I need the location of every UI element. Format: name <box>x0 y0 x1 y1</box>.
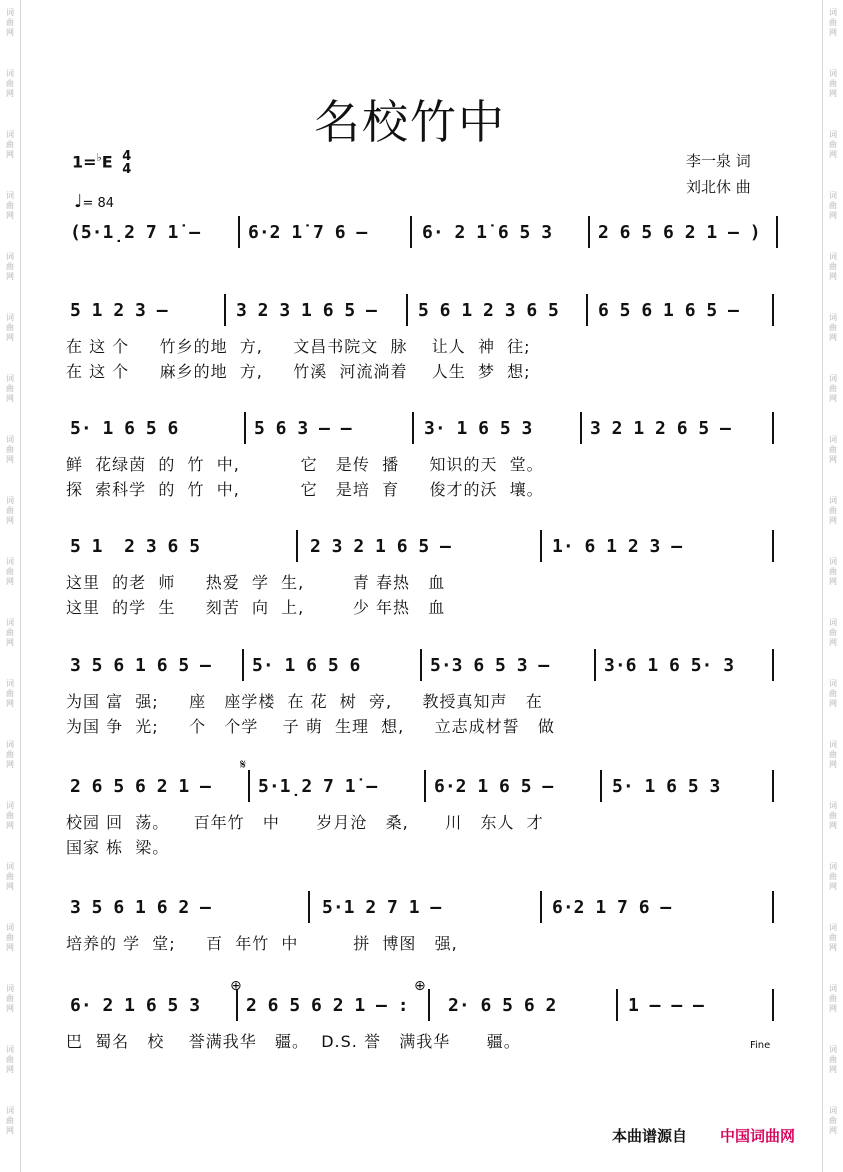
source-label: 本曲谱源自 <box>612 1127 688 1145</box>
quarter-note-icon: ♩ <box>74 191 83 212</box>
watermark-text: 词 曲 网 <box>6 923 14 952</box>
measure: 6·2 1 6 5 — <box>434 776 554 797</box>
measure: 5· 1 6 5 6 <box>70 418 179 439</box>
barline <box>410 216 412 248</box>
barline <box>244 412 246 444</box>
measure: 3 5 6 1 6 2 — <box>70 897 211 918</box>
barline <box>772 989 774 1021</box>
watermark-text: 词 曲 网 <box>6 984 14 1013</box>
watermark-text: 词 曲 网 <box>829 313 837 342</box>
page-title: 名校竹中 <box>314 95 506 149</box>
time-bottom: 4 <box>122 162 132 177</box>
right-watermark-strip <box>822 0 843 1172</box>
key-note: E <box>101 152 113 172</box>
fine-marker: Fine <box>750 1040 771 1051</box>
watermark-text: 词 曲 网 <box>6 1045 14 1074</box>
barline <box>580 412 582 444</box>
barline <box>594 649 596 681</box>
watermark-text: 词 曲 网 <box>6 69 14 98</box>
watermark-text: 词 曲 网 <box>829 740 837 769</box>
measure: 3· 1 6 5 3 <box>424 418 533 439</box>
coda-sign-1: ⊕ <box>230 978 242 994</box>
lyric-line: 为国 争 光; 个 个学 子 萌 生理 想, 立志成材誓 做 <box>66 717 555 736</box>
barline <box>406 294 408 326</box>
key-prefix: 1= <box>72 152 97 172</box>
key-signature <box>72 150 131 176</box>
barline <box>296 530 298 562</box>
lyricist-credit: 李一泉 词 <box>686 152 751 170</box>
measure: 5· 1 6 5 6 <box>252 655 361 676</box>
barline <box>776 216 778 248</box>
watermark-text: 词 曲 网 <box>6 801 14 830</box>
measure: 5 6 1 2 3 6 5 <box>418 300 559 321</box>
watermark-text: 词 曲 网 <box>829 1106 837 1135</box>
lyric-line: 在 这 个 麻乡的地 方, 竹溪 河流淌着 人生 梦 想; <box>66 362 531 381</box>
watermark-text: 词 曲 网 <box>829 435 837 464</box>
barline <box>772 891 774 923</box>
lyric-line: 这里 的老 师 热爱 学 生, 青 春热 血 <box>66 573 446 592</box>
measure: 6· 2 1̇ 6 5 3 <box>422 222 553 243</box>
watermark-text: 词 曲 网 <box>6 8 14 37</box>
lyric-line: 为国 富 强; 座 座学楼 在 花 树 旁, 教授真知声 在 <box>66 692 543 711</box>
left-watermark-strip <box>0 0 21 1172</box>
watermark-text: 词 曲 网 <box>6 740 14 769</box>
lyric-line: 培养的 学 堂; 百 年竹 中 拼 博图 强, <box>66 934 458 953</box>
watermark-text: 词 曲 网 <box>829 801 837 830</box>
measure: 5· 1 6 5 3 <box>612 776 721 797</box>
measure: 2 6 5 6 2 1 — <box>70 776 211 797</box>
barline <box>586 294 588 326</box>
measure: 5·3 6 5 3 — <box>430 655 550 676</box>
measure: 3 2 3 1 6 5 — <box>236 300 377 321</box>
measure: 6·2 1 7 6 — <box>552 897 672 918</box>
lyric-line: 巴 蜀名 校 誉满我华 疆。 D.S. 誉 满我华 疆。 <box>66 1032 521 1051</box>
barline <box>308 891 310 923</box>
measure: 3 2 1 2 6 5 — <box>590 418 731 439</box>
lyric-line: 在 这 个 竹乡的地 方, 文昌书院文 脉 让人 神 往; <box>66 337 531 356</box>
segno-sign: 𝄋 <box>240 757 247 773</box>
watermark-text: 词 曲 网 <box>829 679 837 708</box>
watermark-text: 词 曲 网 <box>829 374 837 403</box>
composer-credit: 刘北休 曲 <box>686 178 751 196</box>
barline <box>540 891 542 923</box>
measure: 5·1̣2 7 1̇ — <box>258 776 378 797</box>
watermark-text: 词 曲 网 <box>829 130 837 159</box>
measure: 2· 6 5 6 2 <box>448 995 557 1016</box>
watermark-text: 词 曲 网 <box>829 69 837 98</box>
watermark-text: 词 曲 网 <box>829 923 837 952</box>
flat-sign: ♭ <box>96 151 102 165</box>
measure: 3·6 1 6 5· 3 <box>604 655 735 676</box>
measure: 2 3 2 1 6 5 — <box>310 536 451 557</box>
barline <box>616 989 618 1021</box>
measure: 1 — — — <box>628 995 704 1016</box>
barline <box>248 770 250 802</box>
lyric-line: 鲜 花绿茵 的 竹 中, 它 是传 播 知识的天 堂。 <box>66 455 544 474</box>
measure: (5·1̣2 7 1̇ — <box>70 222 201 243</box>
watermark-text: 词 曲 网 <box>829 618 837 647</box>
watermark-text: 词 曲 网 <box>6 130 14 159</box>
watermark-text: 词 曲 网 <box>829 862 837 891</box>
watermark-text: 词 曲 网 <box>6 679 14 708</box>
measure: 6·2 1̇ 7 6 — <box>248 222 368 243</box>
barline <box>224 294 226 326</box>
time-signature <box>122 150 131 176</box>
barline <box>540 530 542 562</box>
barline <box>772 770 774 802</box>
tempo-value: = 84 <box>82 196 115 211</box>
tempo-mark <box>74 191 114 212</box>
watermark-text: 词 曲 网 <box>6 618 14 647</box>
measure: 2 6 5 6 2 1 — : <box>246 995 409 1016</box>
barline <box>424 770 426 802</box>
lyric-line: 这里 的学 生 刻苦 向 上, 少 年热 血 <box>66 598 446 617</box>
watermark-text: 词 曲 网 <box>829 1045 837 1074</box>
barline <box>242 649 244 681</box>
watermark-text: 词 曲 网 <box>6 313 14 342</box>
barline <box>428 989 430 1021</box>
barline <box>420 649 422 681</box>
measure: 5 1 2 3 — <box>70 300 168 321</box>
measure: 2 6 5 6 2 1 — ) <box>598 222 761 243</box>
lyric-line: 探 索科学 的 竹 中, 它 是培 育 俊才的沃 壤。 <box>66 480 544 499</box>
watermark-text: 词 曲 网 <box>829 252 837 281</box>
barline <box>772 294 774 326</box>
watermark-text: 词 曲 网 <box>6 435 14 464</box>
measure: 5·1 2 7 1 — <box>322 897 442 918</box>
watermark-text: 词 曲 网 <box>829 8 837 37</box>
watermark-text: 词 曲 网 <box>6 374 14 403</box>
measure: 5 1 2 3 6 5 <box>70 536 201 557</box>
barline <box>772 649 774 681</box>
watermark-text: 词 曲 网 <box>6 1106 14 1135</box>
watermark-text: 词 曲 网 <box>6 862 14 891</box>
measure: 6· 2 1 6 5 3 <box>70 995 201 1016</box>
watermark-text: 词 曲 网 <box>6 496 14 525</box>
measure: 6 5 6 1 6 5 — <box>598 300 739 321</box>
source-site-link[interactable]: 中国词曲网 <box>720 1127 796 1145</box>
measure: 1· 6 1 2 3 — <box>552 536 683 557</box>
time-top: 4 <box>122 149 132 164</box>
barline <box>772 530 774 562</box>
barline <box>588 216 590 248</box>
barline <box>238 216 240 248</box>
measure: 3 5 6 1 6 5 — <box>70 655 211 676</box>
measure: 5 6 3 — — <box>254 418 352 439</box>
lyric-line: 国家 栋 梁。 <box>66 838 170 857</box>
barline <box>412 412 414 444</box>
watermark-text: 词 曲 网 <box>6 191 14 220</box>
watermark-text: 词 曲 网 <box>829 984 837 1013</box>
watermark-text: 词 曲 网 <box>829 557 837 586</box>
barline <box>772 412 774 444</box>
watermark-text: 词 曲 网 <box>6 252 14 281</box>
watermark-text: 词 曲 网 <box>829 191 837 220</box>
lyric-line: 校园 回 荡。 百年竹 中 岁月沧 桑, 川 东人 才 <box>66 813 544 832</box>
coda-sign-2: ⊕ <box>414 978 426 994</box>
watermark-text: 词 曲 网 <box>829 496 837 525</box>
watermark-text: 词 曲 网 <box>6 557 14 586</box>
barline <box>600 770 602 802</box>
